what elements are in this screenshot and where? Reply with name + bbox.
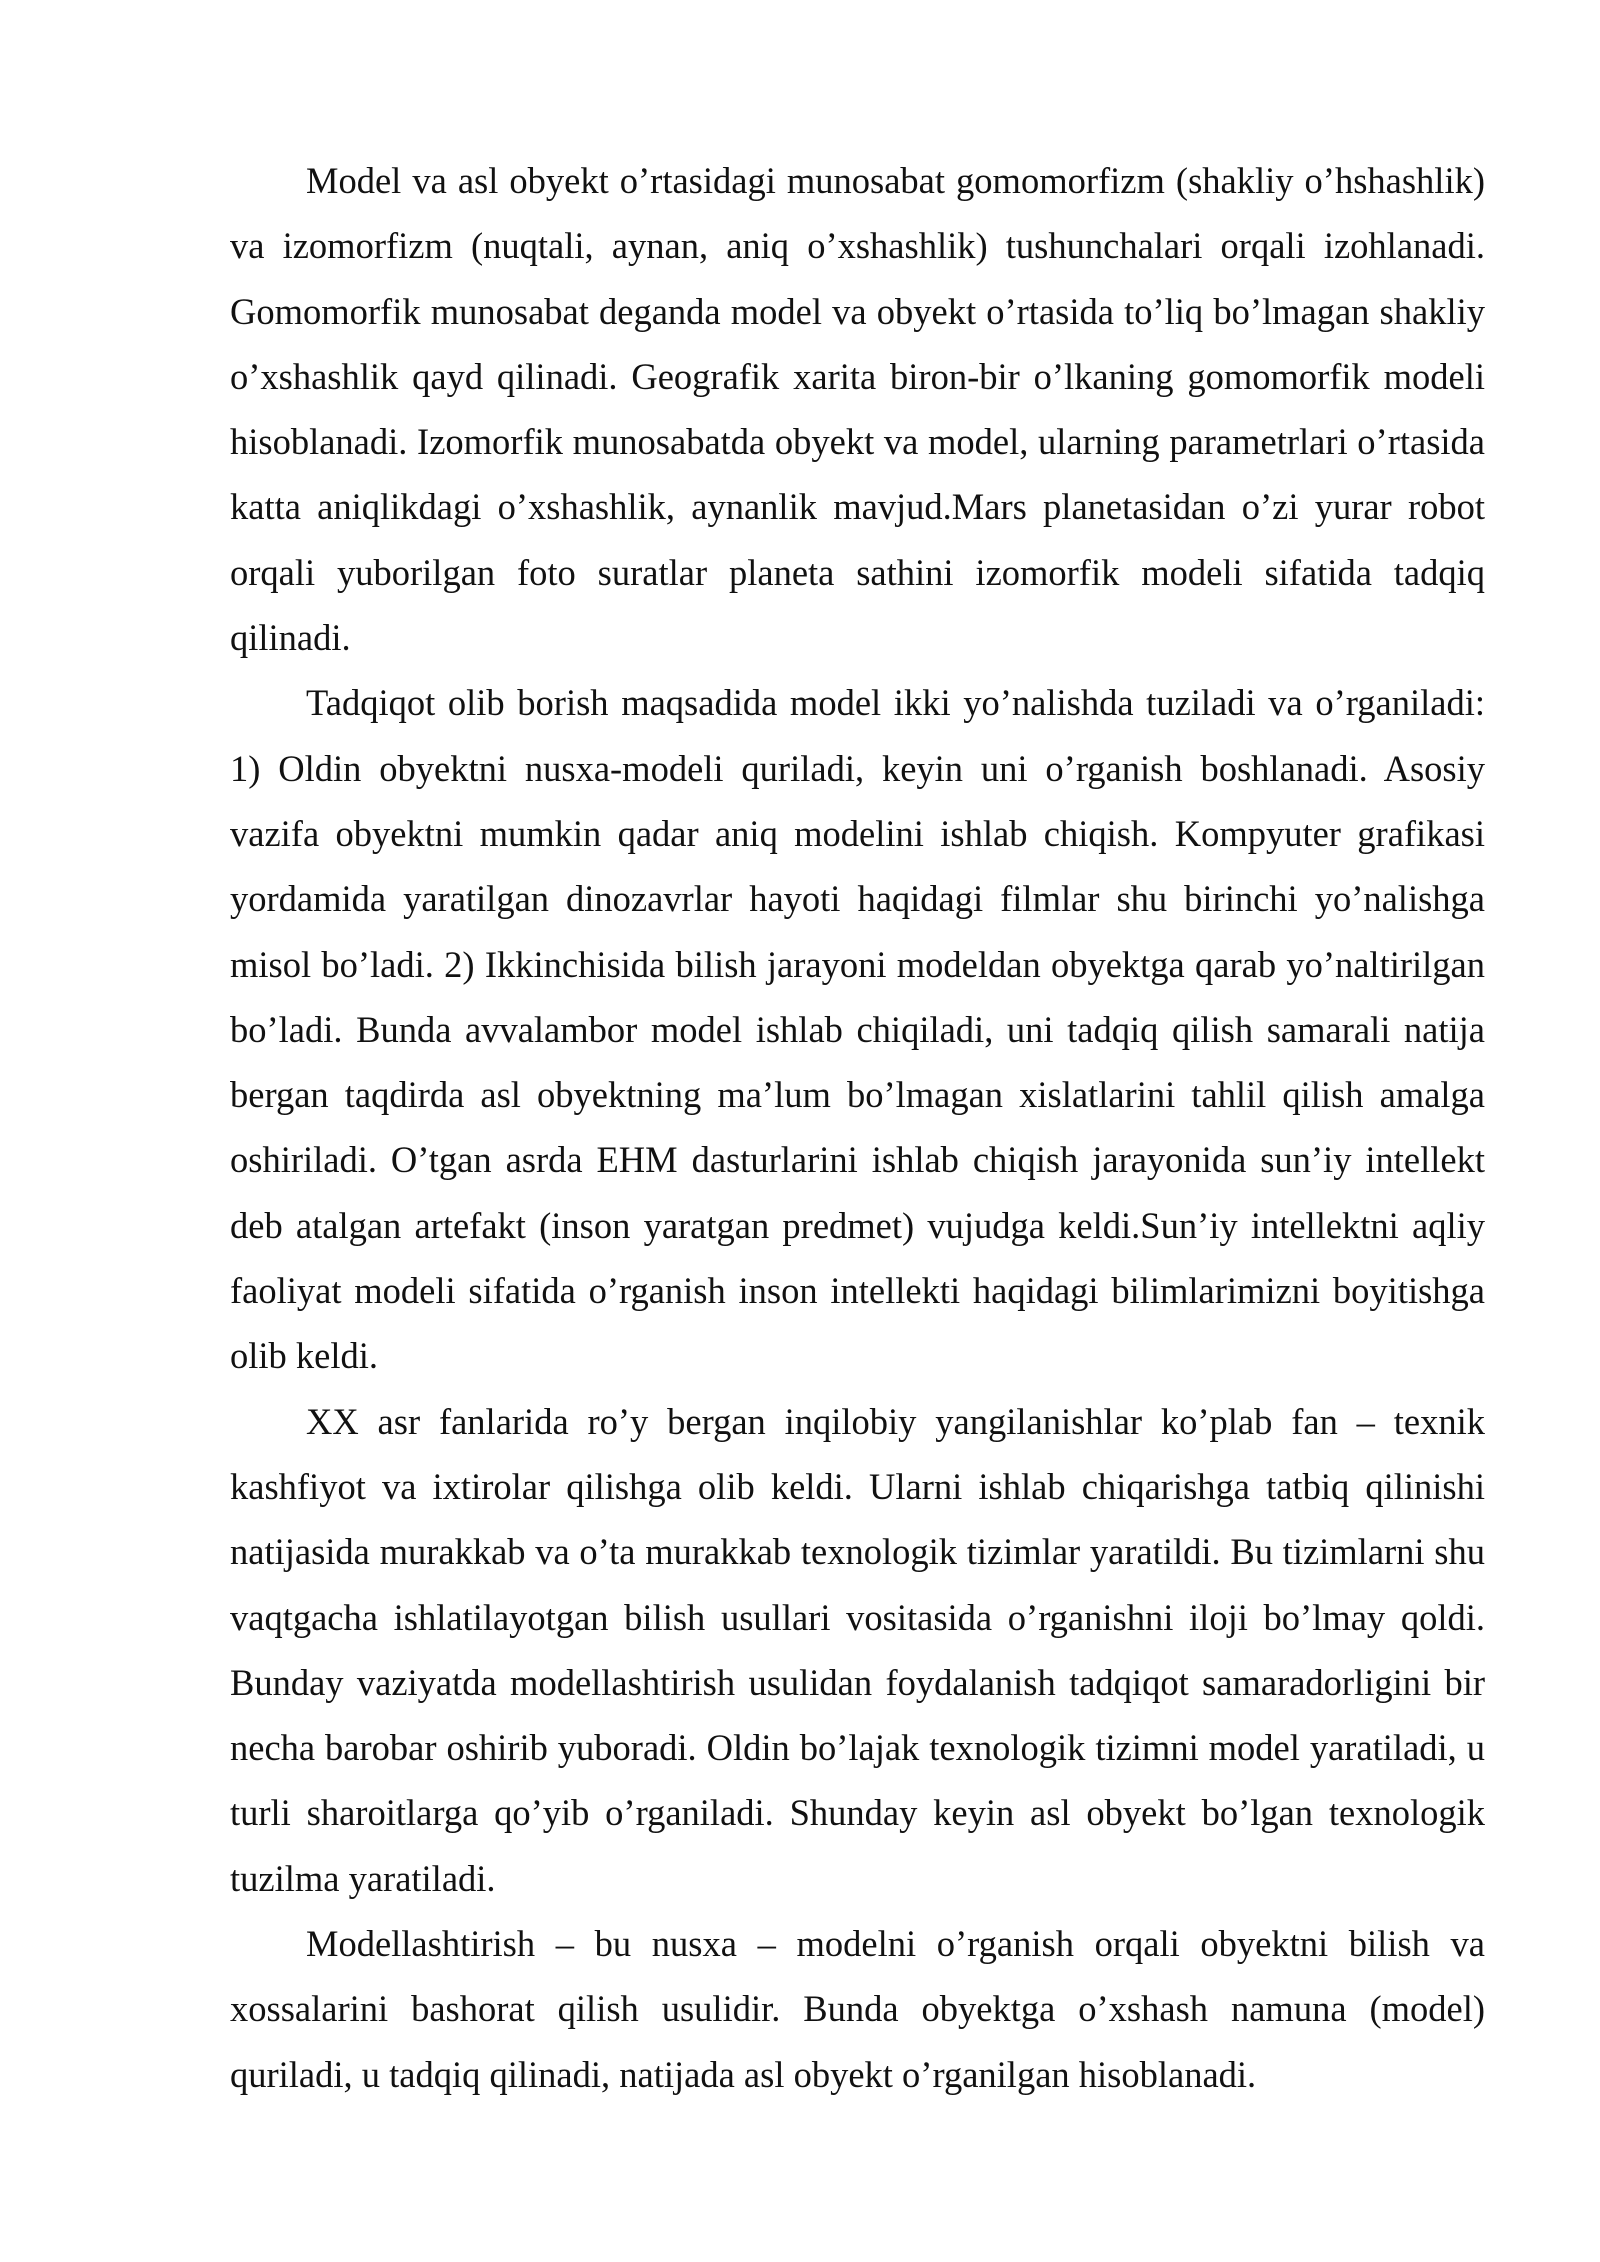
paragraph-homomorphism-isomorphism: Model va asl obyekt o’rtasidagi munosabat gomomorfizm (shakliy o’hshashlik) va izomorfizm (nuqtali, aynan, aniq o’xshashlik) tushunchalari orqali izohlanadi. Gomomorfik munosabat deganda model va obyekt o’rtasida to’liq bo’lmagan shakliy o’xshashlik qayd qilinadi. Geografik xarita biron-bir o’lkaning gomomorfik modeli hisoblanadi. Izomorfik munosabatda obyekt va model, ularning parametrlari o’rtasida katta aniqlikdagi o’xshashlik, aynanlik mavjud.Mars planetasidan o’zi yurar robot orqali yuborilgan foto suratlar planeta sathini izomorfik modeli sifatida tadqiq qilinadi.	[230, 160, 1485, 659]
paragraph-model-directions: Tadqiqot olib borish maqsadida model ikki yo’nalishda tuziladi va o’rganiladi: 1) Oldin obyektni nusxa-modeli quriladi, keyin uni o’rganish boshlanadi. Asosiy vazifa obyektni mumkin qadar aniq modelini ishlab chiqish. Kompyuter grafikasi yordamida yaratilgan dinozavrlar hayoti haqidagi filmlar shu birinchi yo’nalishga misol bo’ladi. 2) Ikkinchisida bilish jarayoni modeldan obyektga qarab yo’naltirilgan bo’ladi. Bunda avvalambor model ishlab chiqiladi, uni tadqiq qilish samarali natija bergan taqdirda asl obyektning ma’lum bo’lmagan xislatlarini tahlil qilish amalga oshiriladi. O’tgan asrda EHM dasturlarini ishlab chiqish jarayonida sun’iy intellekt deb atalgan artefakt (inson yaratgan predmet) vujudga keldi.Sun’iy intellektni aqliy faoliyat modeli sifatida o’rganish inson intellekti haqidagi bilimlarimizni boyitishga olib keldi.	[230, 682, 1485, 1377]
document-page	[230, 148, 1485, 2107]
paragraph-modelling-definition: Modellashtirish – bu nusxa – modelni o’rganish orqali obyektni bilish va xossalarini bashorat qilish usulidir. Bunda obyektga o’xshash namuna (model) quriladi, u tadqiq qilinadi, natijada asl obyekt o’rganilgan hisoblanadi.	[230, 1923, 1485, 2095]
paragraph-twentieth-century: XX asr fanlarida ro’y bergan inqilobiy yangilanishlar ko’plab fan – texnik kashfiyot va ixtirolar qilishga olib keldi. Ularni ishlab chiqarishga tatbiq qilinishi natijasida murakkab va o’ta murakkab texnologik tizimlar yaratildi. Bu tizimlarni shu vaqtgacha ishlatilayotgan bilish usullari vositasida o’rganishni iloji bo’lmay qoldi. Bunday vaziyatda modellashtirish usulidan foydalanish tadqiqot samaradorligini bir necha barobar oshirib yuboradi. Oldin bo’lajak texnologik tizimni model yaratiladi, u turli sharoitlarga qo’yib o’rganiladi. Shunday keyin asl obyekt bo’lgan texnologik tuzilma yaratiladi.	[230, 1400, 1485, 1899]
